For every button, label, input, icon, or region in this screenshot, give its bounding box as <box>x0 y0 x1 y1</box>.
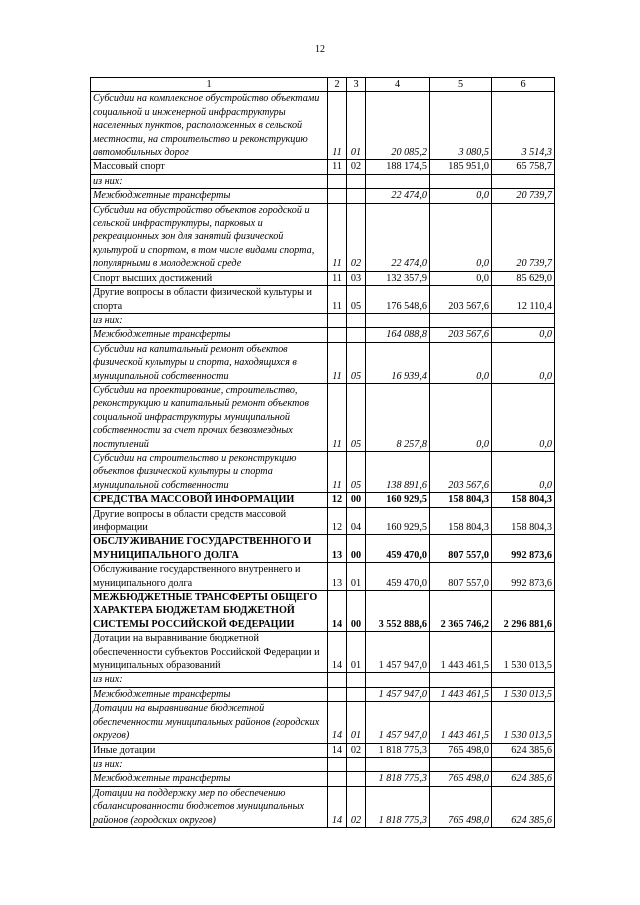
row-description: из них: <box>91 174 328 188</box>
row-value-col5: 807 557,0 <box>430 563 492 591</box>
row-subsection-code: 00 <box>347 493 366 507</box>
row-section-code: 11 <box>328 203 347 271</box>
row-section-code: 12 <box>328 507 347 535</box>
row-value-col6 <box>492 757 555 771</box>
row-section-code <box>328 757 347 771</box>
row-value-col6: 624 385,6 <box>492 772 555 786</box>
row-value-col4: 8 257,8 <box>366 383 430 451</box>
row-value-col5: 1 443 461,5 <box>430 702 492 743</box>
row-description: Другие вопросы в области физической культуры и спорта <box>91 286 328 314</box>
row-description: ОБСЛУЖИВАНИЕ ГОСУДАРСТВЕННОГО И МУНИЦИПАЛЬНОГО ДОЛГА <box>91 535 328 563</box>
row-value-col6: 1 530 013,5 <box>492 702 555 743</box>
row-section-code: 11 <box>328 271 347 285</box>
row-value-col6 <box>492 673 555 687</box>
row-description: из них: <box>91 757 328 771</box>
row-description: Субсидии на проектирование, строительство, реконструкцию и капитальный ремонт объектов социальной инфраструктуры муниципальной собственности за счет прочих безвозмездных поступлений <box>91 383 328 451</box>
row-subsection-code: 05 <box>347 286 366 314</box>
row-value-col4: 1 457 947,0 <box>366 702 430 743</box>
row-section-code <box>328 772 347 786</box>
table-header-row <box>91 78 555 92</box>
row-value-col6: 158 804,3 <box>492 507 555 535</box>
header-cell-5: 5 <box>430 78 492 92</box>
row-subsection-code: 02 <box>347 203 366 271</box>
row-value-col6: 0,0 <box>492 328 555 342</box>
row-value-col6: 158 804,3 <box>492 493 555 507</box>
table-row <box>91 203 555 271</box>
row-subsection-code <box>347 313 366 327</box>
row-value-col5: 203 567,6 <box>430 328 492 342</box>
row-description: СРЕДСТВА МАССОВОЙ ИНФОРМАЦИИ <box>91 493 328 507</box>
row-section-code: 11 <box>328 286 347 314</box>
row-subsection-code <box>347 757 366 771</box>
row-value-col6 <box>492 313 555 327</box>
row-subsection-code: 02 <box>347 160 366 174</box>
row-value-col5: 1 443 461,5 <box>430 687 492 701</box>
row-description: Дотации на поддержку мер по обеспечению сбалансированности бюджетов муниципальных районов (городских округов) <box>91 786 328 827</box>
row-value-col4: 188 174,5 <box>366 160 430 174</box>
row-value-col5: 203 567,6 <box>430 286 492 314</box>
row-section-code <box>328 687 347 701</box>
row-value-col5: 0,0 <box>430 203 492 271</box>
page-number: 12 <box>315 44 325 55</box>
row-value-col4: 1 818 775,3 <box>366 786 430 827</box>
row-value-col4: 132 357,9 <box>366 271 430 285</box>
row-description: Спорт высших достижений <box>91 271 328 285</box>
table-row <box>91 772 555 786</box>
row-value-col4: 22 474,0 <box>366 189 430 203</box>
row-description: Обслуживание государственного внутреннего и муниципального долга <box>91 563 328 591</box>
row-subsection-code: 00 <box>347 535 366 563</box>
table-row <box>91 673 555 687</box>
table-row <box>91 687 555 701</box>
row-value-col6: 3 514,3 <box>492 92 555 160</box>
row-value-col5 <box>430 174 492 188</box>
row-value-col6: 624 385,6 <box>492 743 555 757</box>
table-row <box>91 591 555 632</box>
table-row <box>91 286 555 314</box>
row-value-col4: 459 470,0 <box>366 563 430 591</box>
row-description: Дотации на выравнивание бюджетной обеспеченности муниципальных районов (городских округов) <box>91 702 328 743</box>
table-row <box>91 189 555 203</box>
row-description: Иные дотации <box>91 743 328 757</box>
row-value-col4: 138 891,6 <box>366 451 430 492</box>
row-subsection-code <box>347 189 366 203</box>
row-subsection-code: 02 <box>347 743 366 757</box>
row-subsection-code: 04 <box>347 507 366 535</box>
row-value-col6: 1 530 013,5 <box>492 632 555 673</box>
row-section-code: 11 <box>328 160 347 174</box>
row-value-col4: 1 818 775,3 <box>366 772 430 786</box>
row-value-col6: 65 758,7 <box>492 160 555 174</box>
table-row <box>91 702 555 743</box>
row-subsection-code: 01 <box>347 632 366 673</box>
row-value-col4 <box>366 757 430 771</box>
row-subsection-code: 05 <box>347 451 366 492</box>
row-value-col4: 160 929,5 <box>366 507 430 535</box>
row-section-code: 11 <box>328 383 347 451</box>
table-row <box>91 92 555 160</box>
table-row <box>91 328 555 342</box>
row-value-col5: 3 080,5 <box>430 92 492 160</box>
row-value-col5: 185 951,0 <box>430 160 492 174</box>
row-description: Межбюджетные трансферты <box>91 772 328 786</box>
row-section-code: 11 <box>328 92 347 160</box>
row-value-col5: 158 804,3 <box>430 493 492 507</box>
table-row <box>91 743 555 757</box>
row-value-col4: 1 457 947,0 <box>366 632 430 673</box>
row-value-col5: 807 557,0 <box>430 535 492 563</box>
row-value-col5: 765 498,0 <box>430 772 492 786</box>
row-value-col6: 992 873,6 <box>492 535 555 563</box>
row-value-col6: 12 110,4 <box>492 286 555 314</box>
header-cell-1: 1 <box>91 78 328 92</box>
row-description: из них: <box>91 673 328 687</box>
row-value-col4: 1 457 947,0 <box>366 687 430 701</box>
row-value-col5 <box>430 673 492 687</box>
table-body <box>91 92 555 828</box>
row-subsection-code <box>347 687 366 701</box>
row-value-col6: 20 739,7 <box>492 189 555 203</box>
row-value-col5: 0,0 <box>430 342 492 383</box>
row-section-code: 14 <box>328 702 347 743</box>
table-row <box>91 632 555 673</box>
table-row <box>91 174 555 188</box>
row-value-col5: 1 443 461,5 <box>430 632 492 673</box>
row-value-col6: 0,0 <box>492 451 555 492</box>
row-value-col4: 1 818 775,3 <box>366 743 430 757</box>
table-row <box>91 160 555 174</box>
row-value-col6 <box>492 174 555 188</box>
budget-table <box>90 77 555 828</box>
row-section-code: 12 <box>328 493 347 507</box>
row-section-code: 14 <box>328 591 347 632</box>
row-value-col4: 20 085,2 <box>366 92 430 160</box>
row-value-col4: 16 939,4 <box>366 342 430 383</box>
row-value-col5: 0,0 <box>430 271 492 285</box>
row-subsection-code: 01 <box>347 92 366 160</box>
row-value-col4: 22 474,0 <box>366 203 430 271</box>
row-description: Субсидии на капитальный ремонт объектов физической культуры и спорта, находящихся в муниципальной собственности <box>91 342 328 383</box>
header-cell-2: 2 <box>328 78 347 92</box>
row-description: Межбюджетные трансферты <box>91 328 328 342</box>
row-value-col6: 20 739,7 <box>492 203 555 271</box>
table-row <box>91 535 555 563</box>
row-value-col5: 765 498,0 <box>430 786 492 827</box>
row-subsection-code <box>347 673 366 687</box>
row-section-code <box>328 328 347 342</box>
row-value-col4 <box>366 313 430 327</box>
row-section-code <box>328 673 347 687</box>
header-cell-4: 4 <box>366 78 430 92</box>
row-value-col5: 765 498,0 <box>430 743 492 757</box>
row-value-col6: 624 385,6 <box>492 786 555 827</box>
row-value-col5 <box>430 757 492 771</box>
table-row <box>91 451 555 492</box>
table-row <box>91 383 555 451</box>
row-value-col6: 2 296 881,6 <box>492 591 555 632</box>
row-value-col4: 459 470,0 <box>366 535 430 563</box>
row-description: Субсидии на обустройство объектов городской и сельской инфраструктуры, парковых и рекреационных зон для занятий физической культурой и спортом, в том числе видами спорта, популярными в молодежной среде <box>91 203 328 271</box>
row-section-code: 13 <box>328 563 347 591</box>
row-description: Дотации на выравнивание бюджетной обеспеченности субъектов Российской Федерации и муниципальных образований <box>91 632 328 673</box>
row-value-col4: 160 929,5 <box>366 493 430 507</box>
table-row <box>91 507 555 535</box>
table-row <box>91 493 555 507</box>
row-value-col4 <box>366 673 430 687</box>
table-row <box>91 757 555 771</box>
row-subsection-code: 05 <box>347 383 366 451</box>
row-value-col4 <box>366 174 430 188</box>
row-section-code: 14 <box>328 743 347 757</box>
row-description: Межбюджетные трансферты <box>91 189 328 203</box>
row-subsection-code: 01 <box>347 563 366 591</box>
row-section-code: 11 <box>328 451 347 492</box>
row-value-col6: 992 873,6 <box>492 563 555 591</box>
row-section-code: 14 <box>328 786 347 827</box>
table-row <box>91 342 555 383</box>
row-section-code <box>328 313 347 327</box>
row-description: Межбюджетные трансферты <box>91 687 328 701</box>
row-description: Другие вопросы в области средств массовой информации <box>91 507 328 535</box>
table-row <box>91 313 555 327</box>
row-value-col5: 2 365 746,2 <box>430 591 492 632</box>
row-value-col4: 3 552 888,6 <box>366 591 430 632</box>
row-description: Субсидии на комплексное обустройство объектами социальной и инженерной инфраструктуры населенных пунктов, расположенных в сельской местности, на строительство и реконструкцию автомобильных дорог <box>91 92 328 160</box>
row-section-code: 14 <box>328 632 347 673</box>
row-value-col5: 203 567,6 <box>430 451 492 492</box>
row-subsection-code: 01 <box>347 702 366 743</box>
table-row <box>91 786 555 827</box>
row-description: Субсидии на строительство и реконструкцию объектов физической культуры и спорта муниципальной собственности <box>91 451 328 492</box>
row-value-col6: 0,0 <box>492 383 555 451</box>
row-value-col5: 0,0 <box>430 383 492 451</box>
row-subsection-code: 03 <box>347 271 366 285</box>
row-value-col6: 85 629,0 <box>492 271 555 285</box>
row-subsection-code: 00 <box>347 591 366 632</box>
row-value-col5 <box>430 313 492 327</box>
row-value-col4: 164 088,8 <box>366 328 430 342</box>
row-section-code <box>328 189 347 203</box>
row-description: из них: <box>91 313 328 327</box>
row-description: Массовый спорт <box>91 160 328 174</box>
row-section-code: 13 <box>328 535 347 563</box>
row-subsection-code <box>347 174 366 188</box>
row-subsection-code: 02 <box>347 786 366 827</box>
row-value-col4: 176 548,6 <box>366 286 430 314</box>
table-row <box>91 271 555 285</box>
table-row <box>91 563 555 591</box>
row-subsection-code: 05 <box>347 342 366 383</box>
row-value-col5: 0,0 <box>430 189 492 203</box>
header-cell-6: 6 <box>492 78 555 92</box>
header-cell-3: 3 <box>347 78 366 92</box>
row-value-col6: 0,0 <box>492 342 555 383</box>
row-subsection-code <box>347 772 366 786</box>
row-value-col5: 158 804,3 <box>430 507 492 535</box>
row-section-code: 11 <box>328 342 347 383</box>
row-description: МЕЖБЮДЖЕТНЫЕ ТРАНСФЕРТЫ ОБЩЕГО ХАРАКТЕРА БЮДЖЕТАМ БЮДЖЕТНОЙ СИСТЕМЫ РОССИЙСКОЙ ФЕДЕРАЦИИ <box>91 591 328 632</box>
row-section-code <box>328 174 347 188</box>
row-subsection-code <box>347 328 366 342</box>
row-value-col6: 1 530 013,5 <box>492 687 555 701</box>
